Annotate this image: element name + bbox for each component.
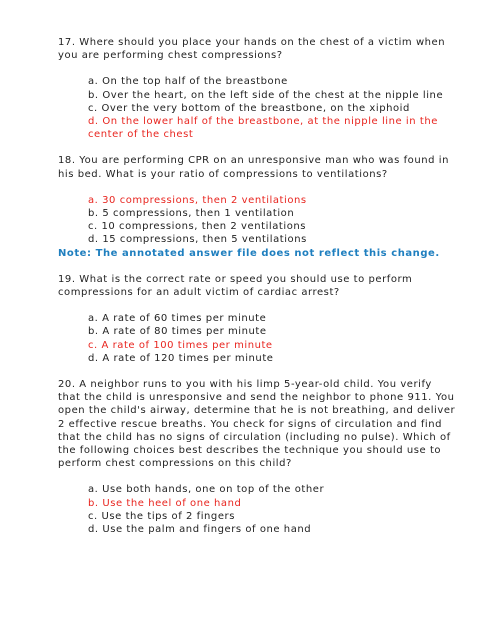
answer-option-b: b. A rate of 80 times per minute xyxy=(88,326,267,338)
answer-option-d: d. A rate of 120 times per minute xyxy=(88,352,274,364)
question-block-19 xyxy=(58,273,458,365)
question-text: 19. What is the correct rate or speed you should use to perform compressions for an adult victim of cardiac arrest? xyxy=(58,273,413,299)
question-block-18 xyxy=(58,154,458,259)
answer-option-a-correct: a. 30 compressions, then 2 ventilations xyxy=(88,194,307,206)
answer-option-c: c. 10 compressions, then 2 ventilations xyxy=(88,221,307,233)
answer-option-c-correct: c. A rate of 100 times per minute xyxy=(88,339,273,351)
answer-file-note: Note: The annotated answer file does not reflect this change. xyxy=(58,247,440,259)
quiz-page xyxy=(58,36,458,549)
answer-options xyxy=(88,75,458,141)
answer-option-b: b. Over the heart, on the left side of the chest at the nipple line xyxy=(88,89,444,101)
answer-option-c: c. Over the very bottom of the breastbone, on the xiphoid xyxy=(88,102,410,114)
question-text: 18. You are performing CPR on an unresponsive man who was found in his bed. What is your ratio of compressions to ventilations? xyxy=(58,155,449,180)
answer-options xyxy=(88,483,458,536)
answer-option-a: a. Use both hands, one on top of the other xyxy=(88,484,325,496)
question-block-17 xyxy=(58,36,458,141)
question-text: 17. Where should you place your hands on the chest of a victim when you are performing chest compressions? xyxy=(58,37,446,62)
answer-option-d: d. 15 compressions, then 5 ventilations xyxy=(88,234,307,246)
answer-options xyxy=(88,312,458,365)
answer-option-d: d. Use the palm and fingers of one hand xyxy=(88,524,312,536)
answer-options xyxy=(88,194,458,247)
answer-option-b: b. 5 compressions, then 1 ventilation xyxy=(88,208,295,220)
question-text: 20. A neighbor runs to you with his limp 5-year-old child. You verify that the child is unresponsive and send the neighbor to phone 911. You open the child's airway, determine that he is not breathing, and deliver 2 effective rescue breaths. You check for signs of circulation and find that the child has no signs of circulation (including no pulse). Which of the following choices best describes the technique you should use to perform chest compressions on this child? xyxy=(58,379,456,470)
answer-option-a: a. On the top half of the breastbone xyxy=(88,76,288,88)
answer-option-c: c. Use the tips of 2 fingers xyxy=(88,510,235,522)
answer-option-b-correct: b. Use the heel of one hand xyxy=(88,497,242,509)
answer-option-a: a. A rate of 60 times per minute xyxy=(88,313,267,325)
question-block-20 xyxy=(58,378,458,536)
answer-option-d-correct: d. On the lower half of the breastbone, at the nipple line in the center of the chest xyxy=(88,116,438,141)
